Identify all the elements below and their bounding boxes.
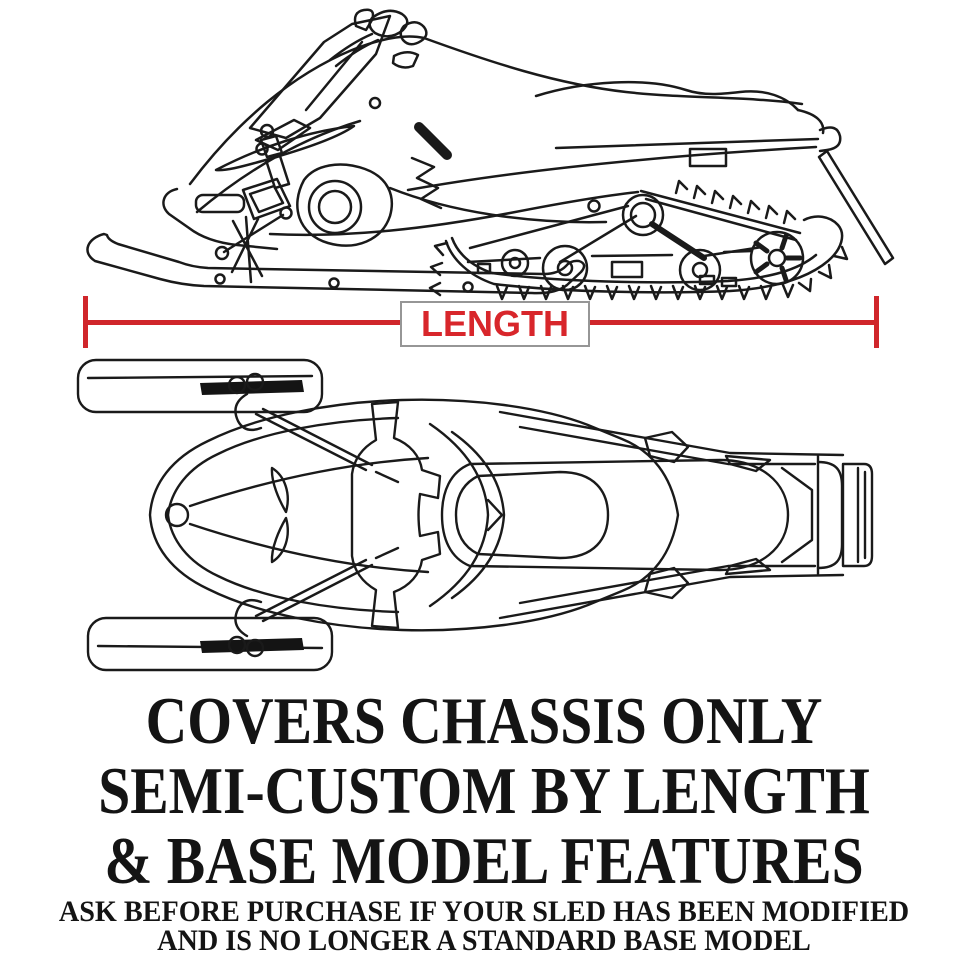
side-front-bumper — [163, 189, 277, 249]
snowmobile-top-view-illustration — [0, 352, 968, 678]
headline-line-3: & BASE MODEL FEATURES — [104, 824, 864, 898]
top-hood — [150, 400, 678, 631]
snowmobile-side-view-illustration — [0, 0, 968, 302]
length-measure-right-cap — [874, 296, 879, 348]
disclaimer-block — [0, 897, 968, 955]
top-right-ski — [88, 560, 372, 670]
headline-line-1: COVERS CHASSIS ONLY — [145, 684, 823, 758]
disclaimer-line-1: ASK BEFORE PURCHASE IF YOUR SLED HAS BEEN MODIFIED — [58, 895, 910, 928]
length-label: LENGTH — [421, 303, 569, 344]
side-exhaust-grille — [412, 127, 447, 208]
side-front-suspension — [216, 125, 292, 282]
side-body-and-seat — [270, 38, 893, 264]
top-handlebar — [352, 402, 440, 628]
length-label-box — [400, 301, 590, 347]
top-tunnel — [500, 412, 843, 618]
top-rear-rack — [782, 456, 872, 574]
side-track-assembly — [430, 181, 847, 299]
headline-line-2: SEMI-CUSTOM BY LENGTH — [98, 754, 870, 828]
disclaimer-line-2: AND IS NO LONGER A STANDARD BASE MODEL — [157, 924, 811, 957]
length-measure-left-cap — [83, 296, 88, 348]
headline-block — [0, 686, 968, 896]
top-left-ski — [78, 360, 372, 470]
